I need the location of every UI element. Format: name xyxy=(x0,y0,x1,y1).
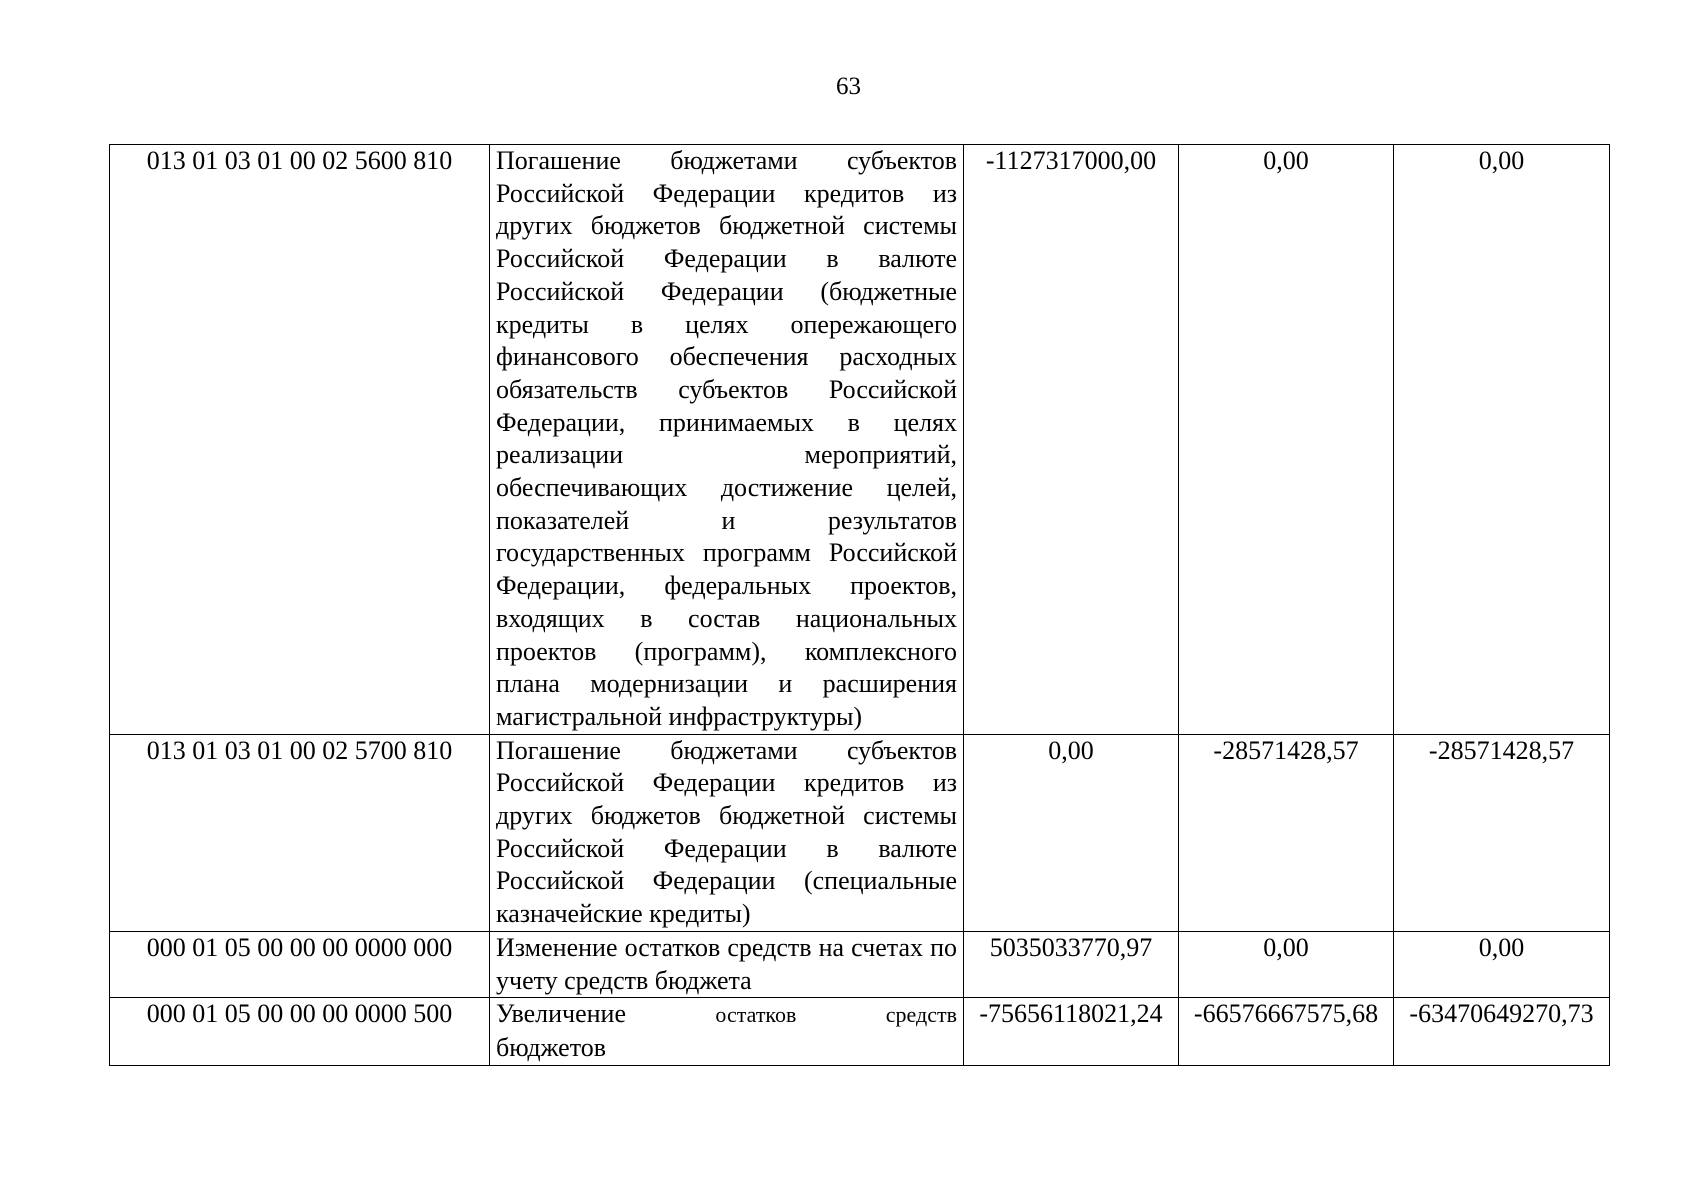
budget-table xyxy=(109,144,1610,1066)
value-cell-3: -28571428,57 xyxy=(1394,734,1610,931)
value-cell-3: 0,00 xyxy=(1394,145,1610,735)
value-cell-1: -75656118021,24 xyxy=(964,998,1179,1065)
value-cell-2: -28571428,57 xyxy=(1179,734,1394,931)
value-cell-1: -1127317000,00 xyxy=(964,145,1179,735)
budget-code-cell: 000 01 05 00 00 00 0000 500 xyxy=(110,998,490,1065)
value-cell-3: 0,00 xyxy=(1394,931,1610,997)
description-word: средств xyxy=(885,1002,957,1028)
value-cell-3: -63470649270,73 xyxy=(1394,998,1610,1065)
table-row xyxy=(110,734,1610,931)
description-cell xyxy=(490,998,964,1065)
table-row xyxy=(110,931,1610,997)
description-word: остатков xyxy=(715,1002,797,1028)
page-number: 63 xyxy=(836,73,861,100)
description-cell: Погашение бюджетами субъектов Российской Федерации кредитов из других бюджетов бюджетной системы Российской Федерации в валюте Российской Федерации (специальные казначейские кредиты) xyxy=(490,734,964,931)
table-row xyxy=(110,145,1610,735)
description-cell: Погашение бюджетами субъектов Российской Федерации кредитов из других бюджетов бюджетной системы Российской Федерации в валюте Российской Федерации (бюджетные кредиты в целях опережающего финансового обеспечения расходных обязательств субъектов Российской Федерации, принимаемых в целях реализации мероприятий, обеспечивающих достижение целей, показателей и результатов государственных программ Российской Федерации, федеральных проектов, входящих в состав национальных проектов (программ), комплексного плана модернизации и расширения магистральной инфраструктуры) xyxy=(490,145,964,735)
budget-code-cell: 013 01 03 01 00 02 5700 810 xyxy=(110,734,490,931)
value-cell-1: 0,00 xyxy=(964,734,1179,931)
budget-code-cell: 000 01 05 00 00 00 0000 000 xyxy=(110,931,490,997)
description-word: Увеличение xyxy=(496,999,627,1029)
description-cell: Изменение остатков средств на счетах по учету средств бюджета xyxy=(490,931,964,997)
table-row xyxy=(110,998,1610,1065)
description-line-1 xyxy=(496,998,957,1032)
value-cell-2: 0,00 xyxy=(1179,931,1394,997)
value-cell-1: 5035033770,97 xyxy=(964,931,1179,997)
description-line-2: бюджетов xyxy=(496,1032,607,1062)
budget-code-cell: 013 01 03 01 00 02 5600 810 xyxy=(110,145,490,735)
value-cell-2: -66576667575,68 xyxy=(1179,998,1394,1065)
value-cell-2: 0,00 xyxy=(1179,145,1394,735)
